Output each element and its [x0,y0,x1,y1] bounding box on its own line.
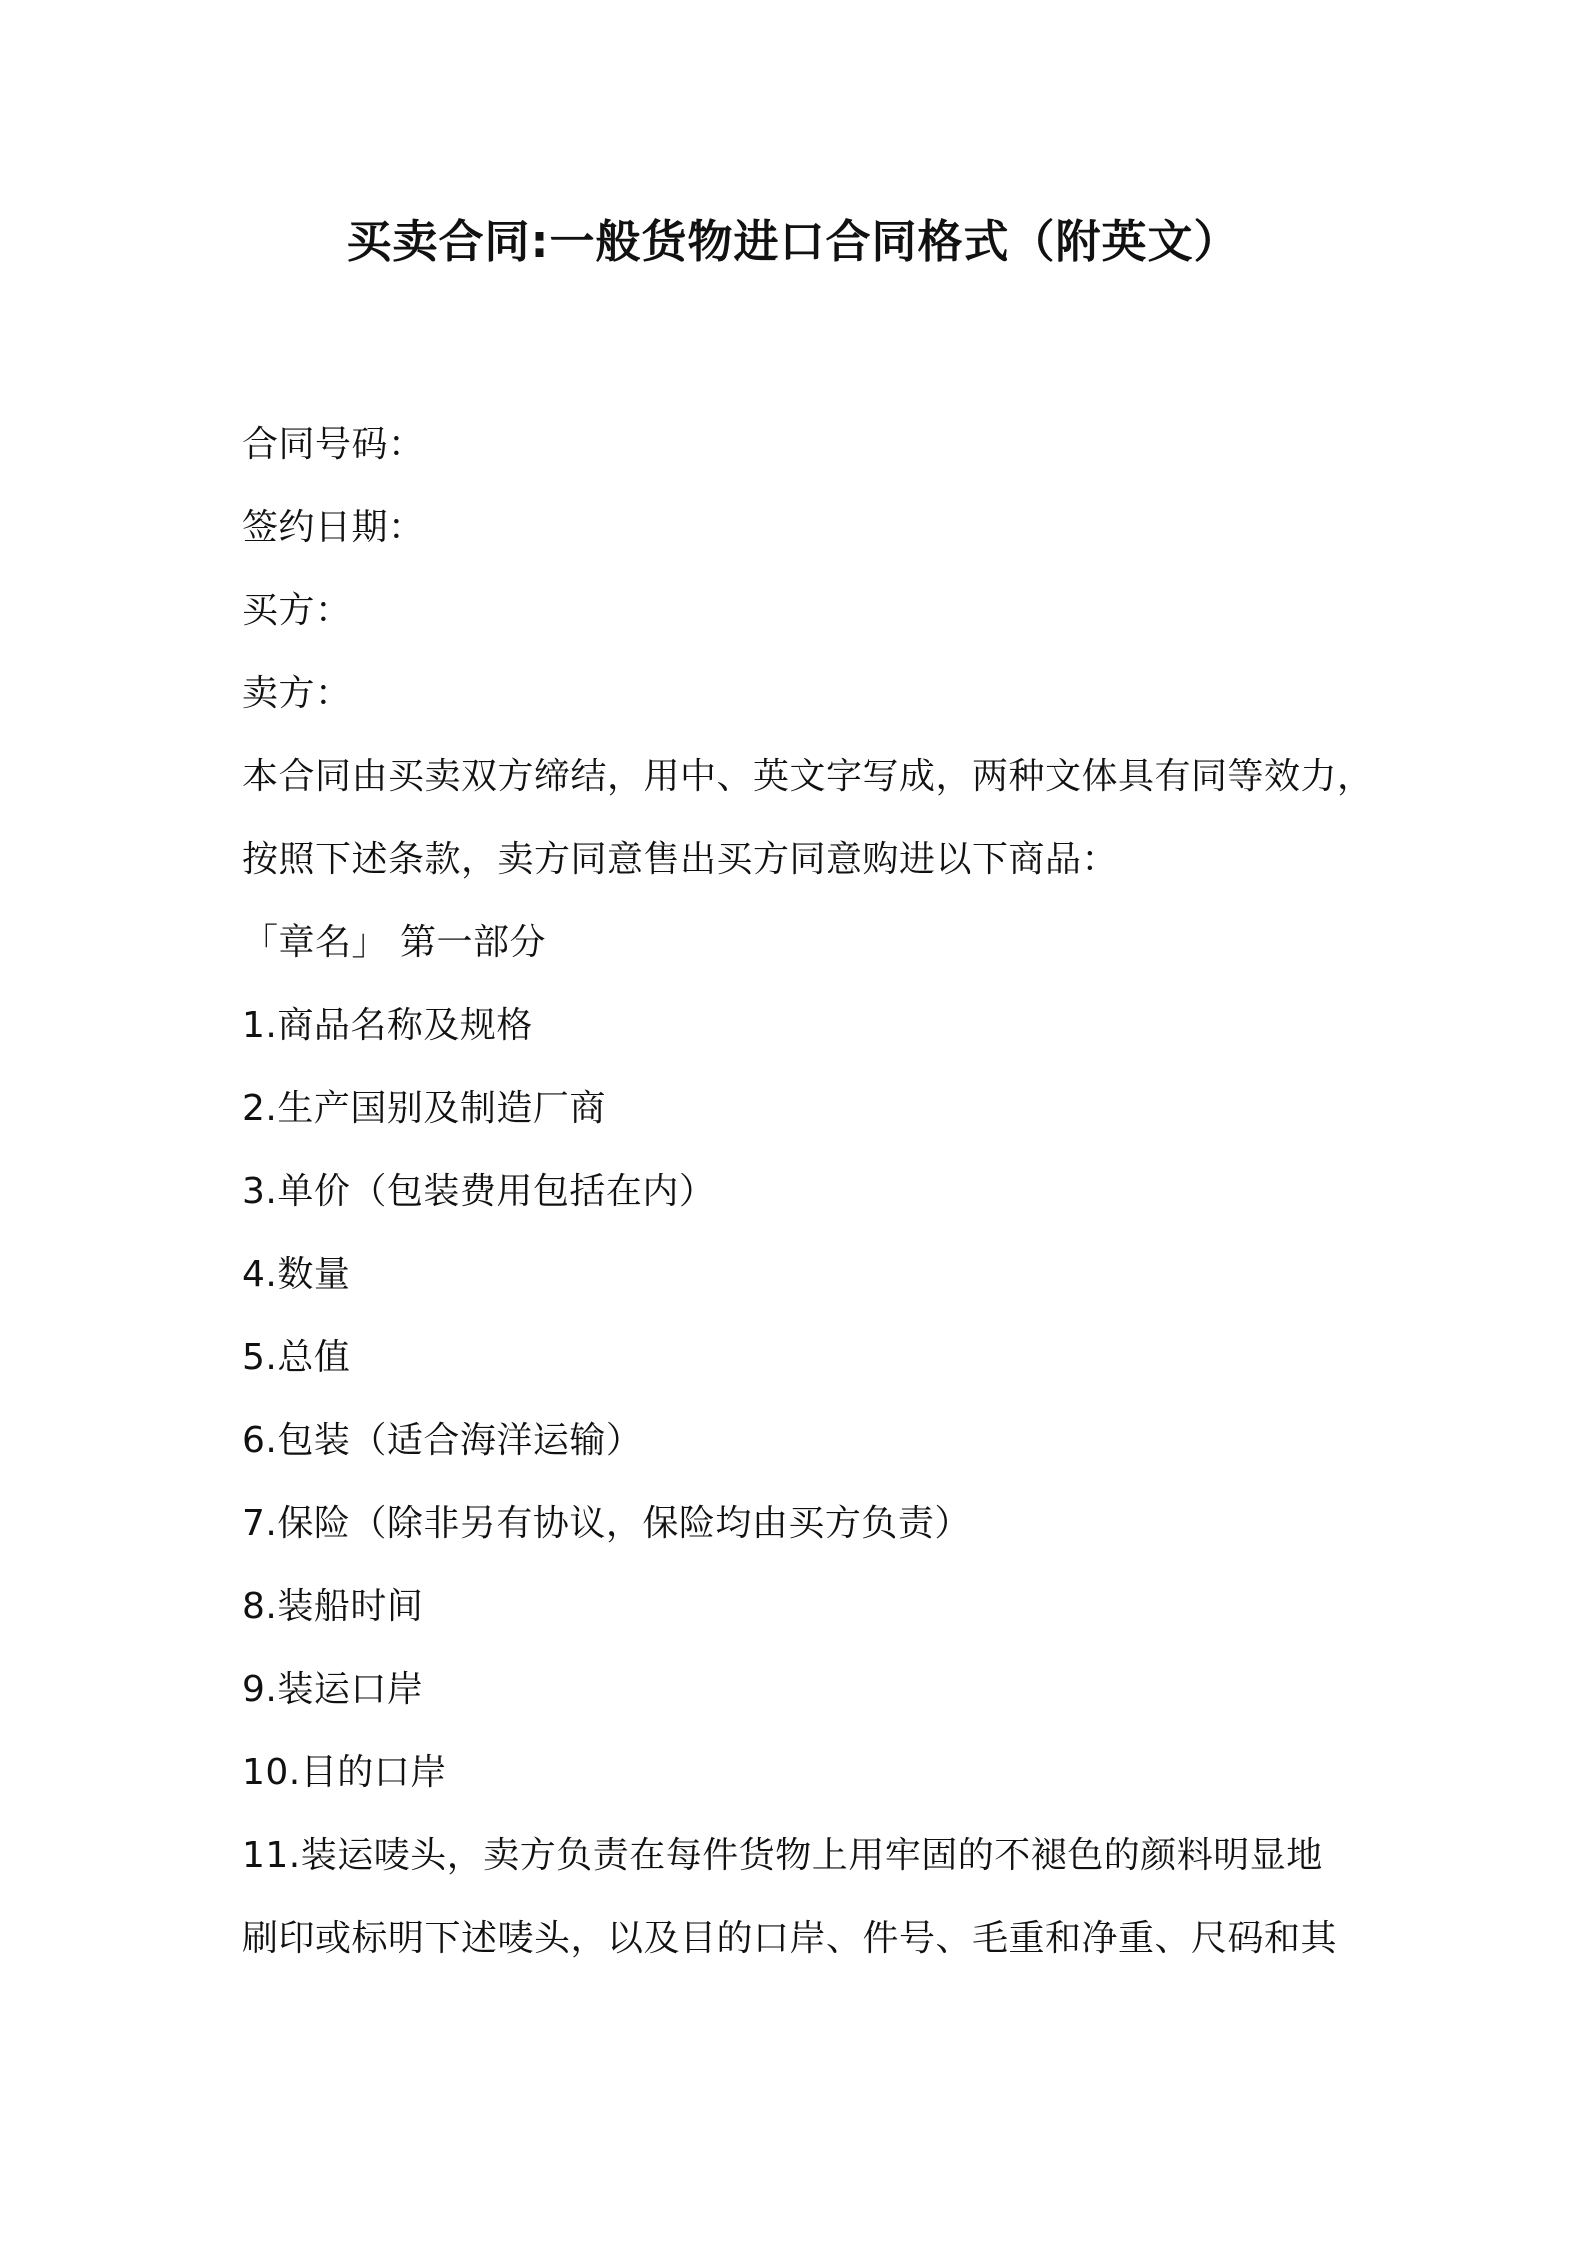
clause-item: 10.目的口岸 [242,1752,447,1793]
intro-paragraph-line-2: 按照下述条款，卖方同意售出买方同意购进以下商品： [242,839,1119,880]
clause-item: 5.总值 [242,1337,351,1378]
chapter-heading: 「章名」 第一部分 [242,922,546,963]
contract-number-line: 合同号码： [242,424,425,465]
clause-item-continuation: 刷印或标明下述唛头，以及目的口岸、件号、毛重和净重、尺码和其 [242,1918,1338,1959]
clause-item: 11.装运唛头，卖方负责在每件货物上用牢固的不褪色的颜料明显地 [242,1835,1323,1876]
clause-item: 2.生产国别及制造厂商 [242,1088,606,1129]
clause-item: 7.保险（除非另有协议，保险均由买方负责） [242,1503,971,1544]
signing-date-line: 签约日期： [242,507,425,548]
clause-item: 1.商品名称及规格 [242,1005,533,1046]
clause-item: 9.装运口岸 [242,1669,424,1710]
clause-item: 8.装船时间 [242,1586,424,1627]
buyer-line: 买方： [242,590,352,631]
document-body [242,403,1374,1980]
seller-line: 卖方： [242,673,352,714]
document-title: 买卖合同:一般货物进口合同格式（附英文） [346,215,1240,268]
clause-item: 6.包装（适合海洋运输） [242,1420,643,1461]
clause-item: 3.单价（包装费用包括在内） [242,1171,716,1212]
intro-paragraph-line-1: 本合同由买卖双方缔结，用中、英文字写成，两种文体具有同等效力， [242,756,1374,797]
clause-item: 4.数量 [242,1254,351,1295]
